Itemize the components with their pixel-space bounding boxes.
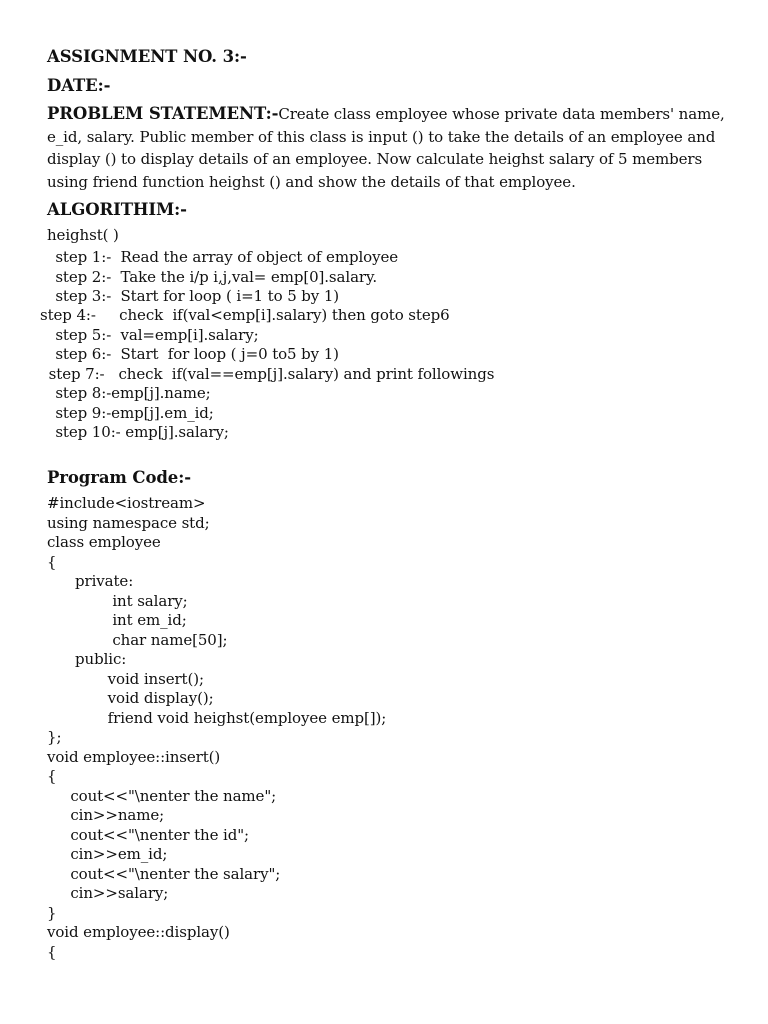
algorithm-step: step 3:- Start for loop ( i=1 to 5 by 1) (46, 287, 340, 305)
code-line: } (47, 903, 57, 922)
code-line: void insert(); (47, 669, 204, 688)
code-line: void employee::insert() (47, 747, 221, 766)
date-heading: DATE:- (47, 76, 111, 95)
algorithm-step: step 9:-emp[j].em_id; (46, 404, 214, 422)
algorithm-heading: ALGORITHIM:- (47, 200, 187, 219)
algorithm-step: step 1:- Read the array of object of employee (46, 248, 399, 266)
algorithm-step: step 10:- emp[j].salary; (46, 423, 229, 441)
code-line: cin>>salary; (47, 884, 169, 902)
code-line: private: (47, 572, 134, 590)
code-line: cout<<"\nenter the name"; (47, 786, 277, 805)
code-line: #include<iostream> (47, 494, 206, 512)
algorithm-step: step 5:- val=emp[i].salary; (46, 326, 259, 344)
code-line: { (47, 552, 57, 571)
problem-label: PROBLEM STATEMENT:- (47, 104, 279, 123)
code-line: void display(); (47, 689, 214, 707)
problem-text: Create class employee whose private data members' name, e_id, salary. Public member of this class is input () to take the details of an employee and display () to display details of an employee. Now calculate heighst salary of 5 members using friend function heighst () and show the details of that employee. (47, 105, 725, 191)
code-line: class employee (47, 533, 161, 551)
algorithm-step: step 2:- Take the i/p i,j,val= emp[0].salary. (46, 268, 378, 286)
algorithm-step: step 7:- check if(val==emp[j].salary) and print followings (44, 365, 495, 383)
code-line: cin>>em_id; (47, 845, 168, 863)
code-line: char name[50]; (47, 630, 228, 649)
algorithm-step: step 6:- Start for loop ( j=0 to5 by 1) (46, 345, 339, 363)
code-line: int em_id; (47, 611, 187, 629)
code-line: { (47, 767, 57, 785)
code-line: friend void heighst(employee emp[]); (47, 708, 387, 727)
program-code-heading: Program Code:- (47, 468, 191, 487)
code-line: cout<<"\nenter the salary"; (47, 864, 281, 883)
code-line: int salary; (47, 591, 188, 610)
algorithm-step: step 4:- check if(val<emp[i].salary) then goto step6 (40, 306, 450, 324)
algorithm-step: step 8:-emp[j].name; (46, 384, 211, 402)
code-line: cin>>name; (47, 806, 165, 824)
algorithm-function-name: heighst( ) (47, 226, 119, 244)
problem-statement (47, 103, 737, 193)
assignment-heading: ASSIGNMENT NO. 3:- (47, 47, 247, 66)
code-line: using namespace std; (47, 513, 210, 532)
code-line: void employee::display() (47, 923, 230, 941)
code-line: public: (47, 650, 127, 668)
code-line: { (47, 942, 57, 961)
code-line: }; (47, 728, 62, 746)
code-line: cout<<"\nenter the id"; (47, 825, 249, 844)
